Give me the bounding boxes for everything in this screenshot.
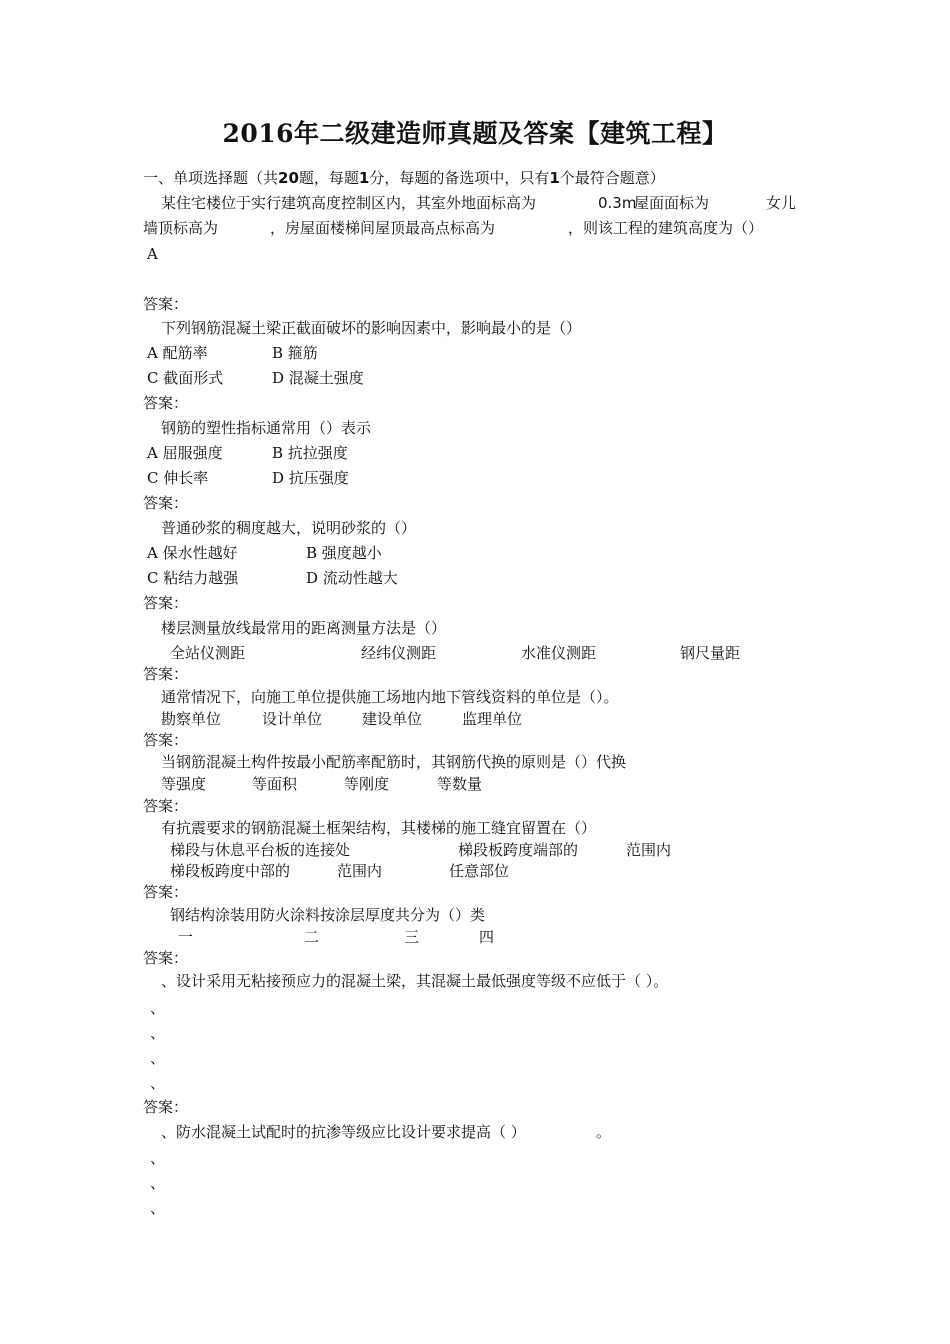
q5-option-4: 钢尺量距 (680, 644, 741, 662)
q9-option-1: 一 (178, 928, 194, 946)
q4-option-d: D 流动性越大 (306, 569, 398, 587)
q7-option-4: 等数量 (437, 775, 483, 793)
section-header (143, 168, 665, 188)
q3-option-d: D 抗压强度 (272, 469, 349, 487)
section-suffix: 个最符合题意） (559, 169, 665, 187)
q2-option-d: D 混凝土强度 (272, 369, 364, 387)
q2-option-b: B 箍筋 (272, 344, 318, 362)
q8-option-1: 梯段与休息平台板的连接处 (170, 841, 351, 859)
q3-option-a: A 屈服强度 (147, 444, 223, 462)
q2-option-c: C 截面形式 (147, 369, 224, 387)
q8-option-3: 梯段板跨度中部的 (170, 862, 291, 880)
section-prefix: 一、单项选择题（共 (143, 169, 279, 187)
q7-option-2: 等面积 (252, 775, 298, 793)
section-one: 1 (549, 169, 560, 187)
q7-text: 当钢筋混凝土构件按最小配筋率配筋时，其钢筋代换的原则是（）代换 (161, 753, 627, 771)
q1-line2-a: 墙顶标高为 (143, 219, 219, 237)
section-score: 1 (358, 169, 370, 187)
q1-text-c: 女儿 (766, 194, 797, 212)
q4-option-b: B 强度越小 (306, 544, 382, 562)
answer-label: 答案： (143, 394, 189, 412)
q1-line2-b: ，房屋面楼梯间屋顶最高点标高为 (270, 219, 496, 237)
q7-option-3: 等刚度 (344, 775, 390, 793)
q5-option-3: 水准仪测距 (521, 644, 597, 662)
q10-option-mark: 、 (150, 1049, 166, 1067)
answer-label: 答案： (143, 1098, 189, 1116)
q11-option-mark: 、 (150, 1199, 166, 1217)
q8-option-2-end: 范围内 (626, 841, 672, 859)
answer-label: 答案： (143, 797, 189, 815)
q10-option-mark: 、 (150, 1074, 166, 1092)
q1-option-a: A (147, 245, 158, 263)
q6-option-2: 设计单位 (262, 710, 323, 728)
q6-text: 通常情况下，向施工单位提供施工场地内地下管线资料的单位是（）。 (161, 688, 619, 706)
section-mid2: 分，每题的备选项中，只有 (369, 169, 550, 187)
q11-text: 、防水混凝土试配时的抗渗等级应比设计要求提高（ ） (161, 1123, 526, 1141)
q11-text-end: 。 (596, 1123, 612, 1141)
q1-text-a: 某住宅楼位于实行建筑高度控制区内，其室外地面标高为 (161, 194, 537, 212)
q11-option-mark: 、 (150, 1174, 166, 1192)
q4-option-c: C 粘结力越强 (147, 569, 239, 587)
q3-text: 钢筋的塑性指标通常用（）表示 (161, 419, 372, 437)
q6-option-3: 建设单位 (362, 710, 423, 728)
answer-label: 答案： (143, 594, 189, 612)
q4-text: 普通砂浆的稠度越大，说明砂浆的（） (161, 519, 417, 537)
q8-option-4: 任意部位 (449, 862, 510, 880)
answer-label: 答案： (143, 295, 189, 313)
q8-option-3-end: 范围内 (337, 862, 383, 880)
q9-text: 钢结构涂装用防火涂料按涂层厚度共分为（）类 (170, 906, 486, 924)
document-title: 2016年二级建造师真题及答案【建筑工程】 (222, 119, 728, 148)
q6-option-1: 勘察单位 (161, 710, 222, 728)
answer-label: 答案： (143, 949, 189, 967)
q10-text: 、设计采用无粘接预应力的混凝土梁，其混凝土最低强度等级不应低于（ ）。 (161, 972, 669, 990)
q9-option-2: 二 (304, 928, 320, 946)
q10-option-mark: 、 (150, 999, 166, 1017)
q4-option-a: A 保水性越好 (147, 544, 238, 562)
answer-label: 答案： (143, 665, 189, 683)
q3-option-b: B 抗拉强度 (272, 444, 348, 462)
q8-option-2: 梯段板跨度端部的 (458, 841, 579, 859)
answer-label: 答案： (143, 494, 189, 512)
q5-text: 楼层测量放线最常用的距离测量方法是（） (161, 619, 447, 637)
q11-option-mark: 、 (150, 1149, 166, 1167)
q7-option-1: 等强度 (161, 775, 207, 793)
section-count: 20 (278, 169, 299, 187)
q9-option-4: 四 (479, 928, 495, 946)
q3-option-c: C 伸长率 (147, 469, 209, 487)
q5-option-1: 全站仪测距 (170, 644, 246, 662)
answer-label: 答案： (143, 731, 189, 749)
q1-text-b: 屋面面标为 (634, 194, 710, 212)
q6-option-4: 监理单位 (462, 710, 523, 728)
q1-line2-c: ，则该工程的建筑高度为（） (568, 219, 764, 237)
answer-label: 答案： (143, 883, 189, 901)
q9-option-3: 三 (404, 928, 420, 946)
q5-option-2: 经纬仪测距 (361, 644, 437, 662)
q10-option-mark: 、 (150, 1024, 166, 1042)
section-mid1: 题，每题 (298, 169, 359, 187)
q2-option-a: A 配筋率 (147, 344, 208, 362)
q2-text: 下列钢筋混凝土梁正截面破坏的影响因素中，影响最小的是（） (161, 319, 582, 337)
q8-text: 有抗震要求的钢筋混凝土框架结构，其楼梯的施工缝宜留置在（） (161, 819, 597, 837)
q1-value: 0.3m (598, 194, 637, 212)
